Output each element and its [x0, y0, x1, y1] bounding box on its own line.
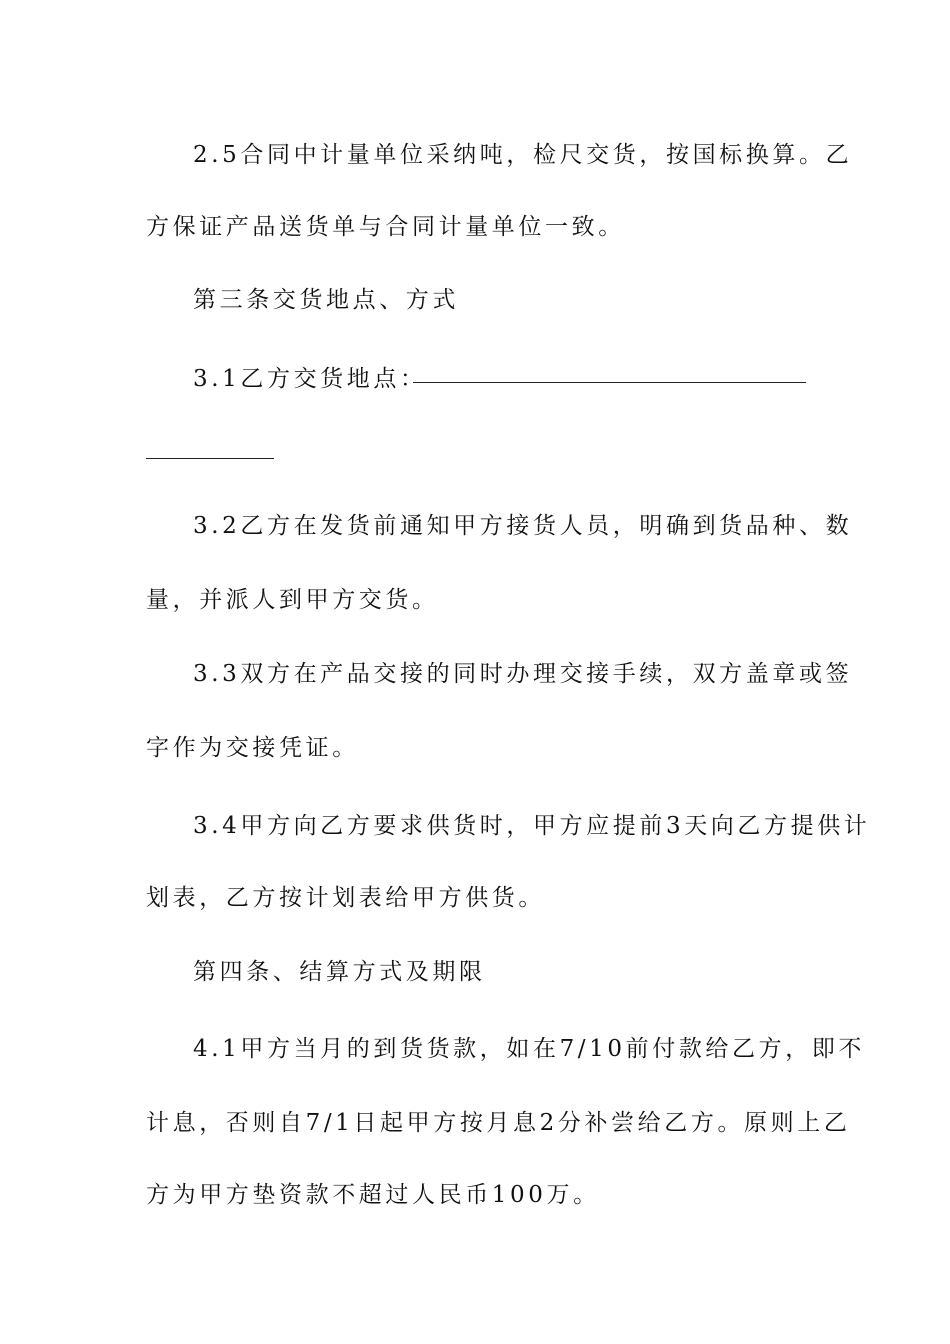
clause-3-2-line-2: 量，并派人到甲方交货。: [146, 587, 439, 613]
clause-3-3-line-2: 字作为交接凭证。: [146, 735, 359, 761]
delivery-location-blank: [413, 382, 806, 383]
clause-3-2-line-1: 3.2乙方在发货前通知甲方接货人员，明确到货品种、数: [193, 513, 853, 539]
clause-3-4-line-2: 划表，乙方按计划表给甲方供货。: [146, 885, 545, 911]
clause-4-1-line-3: 方为甲方垫资款不超过人民币100万。: [146, 1182, 600, 1208]
clause-2-5-line-1: 2.5合同中计量单位采纳吨，检尺交货，按国标换算。乙: [193, 142, 853, 168]
delivery-location-blank-continued: [146, 458, 274, 459]
article-4-heading: 第四条、结算方式及期限: [193, 959, 486, 985]
clause-2-5-line-2: 方保证产品送货单与合同计量单位一致。: [146, 214, 625, 240]
clause-3-1-line: 3.1乙方交货地点：: [193, 366, 427, 392]
clause-4-1-line-2: 计息，否则自7/1日起甲方按月息2分补尝给乙方。原则上乙: [146, 1110, 851, 1136]
clause-3-3-line-1: 3.3双方在产品交接的同时办理交接手续，双方盖章或签: [193, 661, 853, 687]
clause-4-1-line-1: 4.1甲方当月的到货货款，如在7/10前付款给乙方，即不: [193, 1036, 866, 1062]
clause-3-4-line-1: 3.4甲方向乙方要求供货时，甲方应提前3天向乙方提供计: [193, 813, 871, 839]
article-3-heading: 第三条交货地点、方式: [193, 287, 459, 313]
